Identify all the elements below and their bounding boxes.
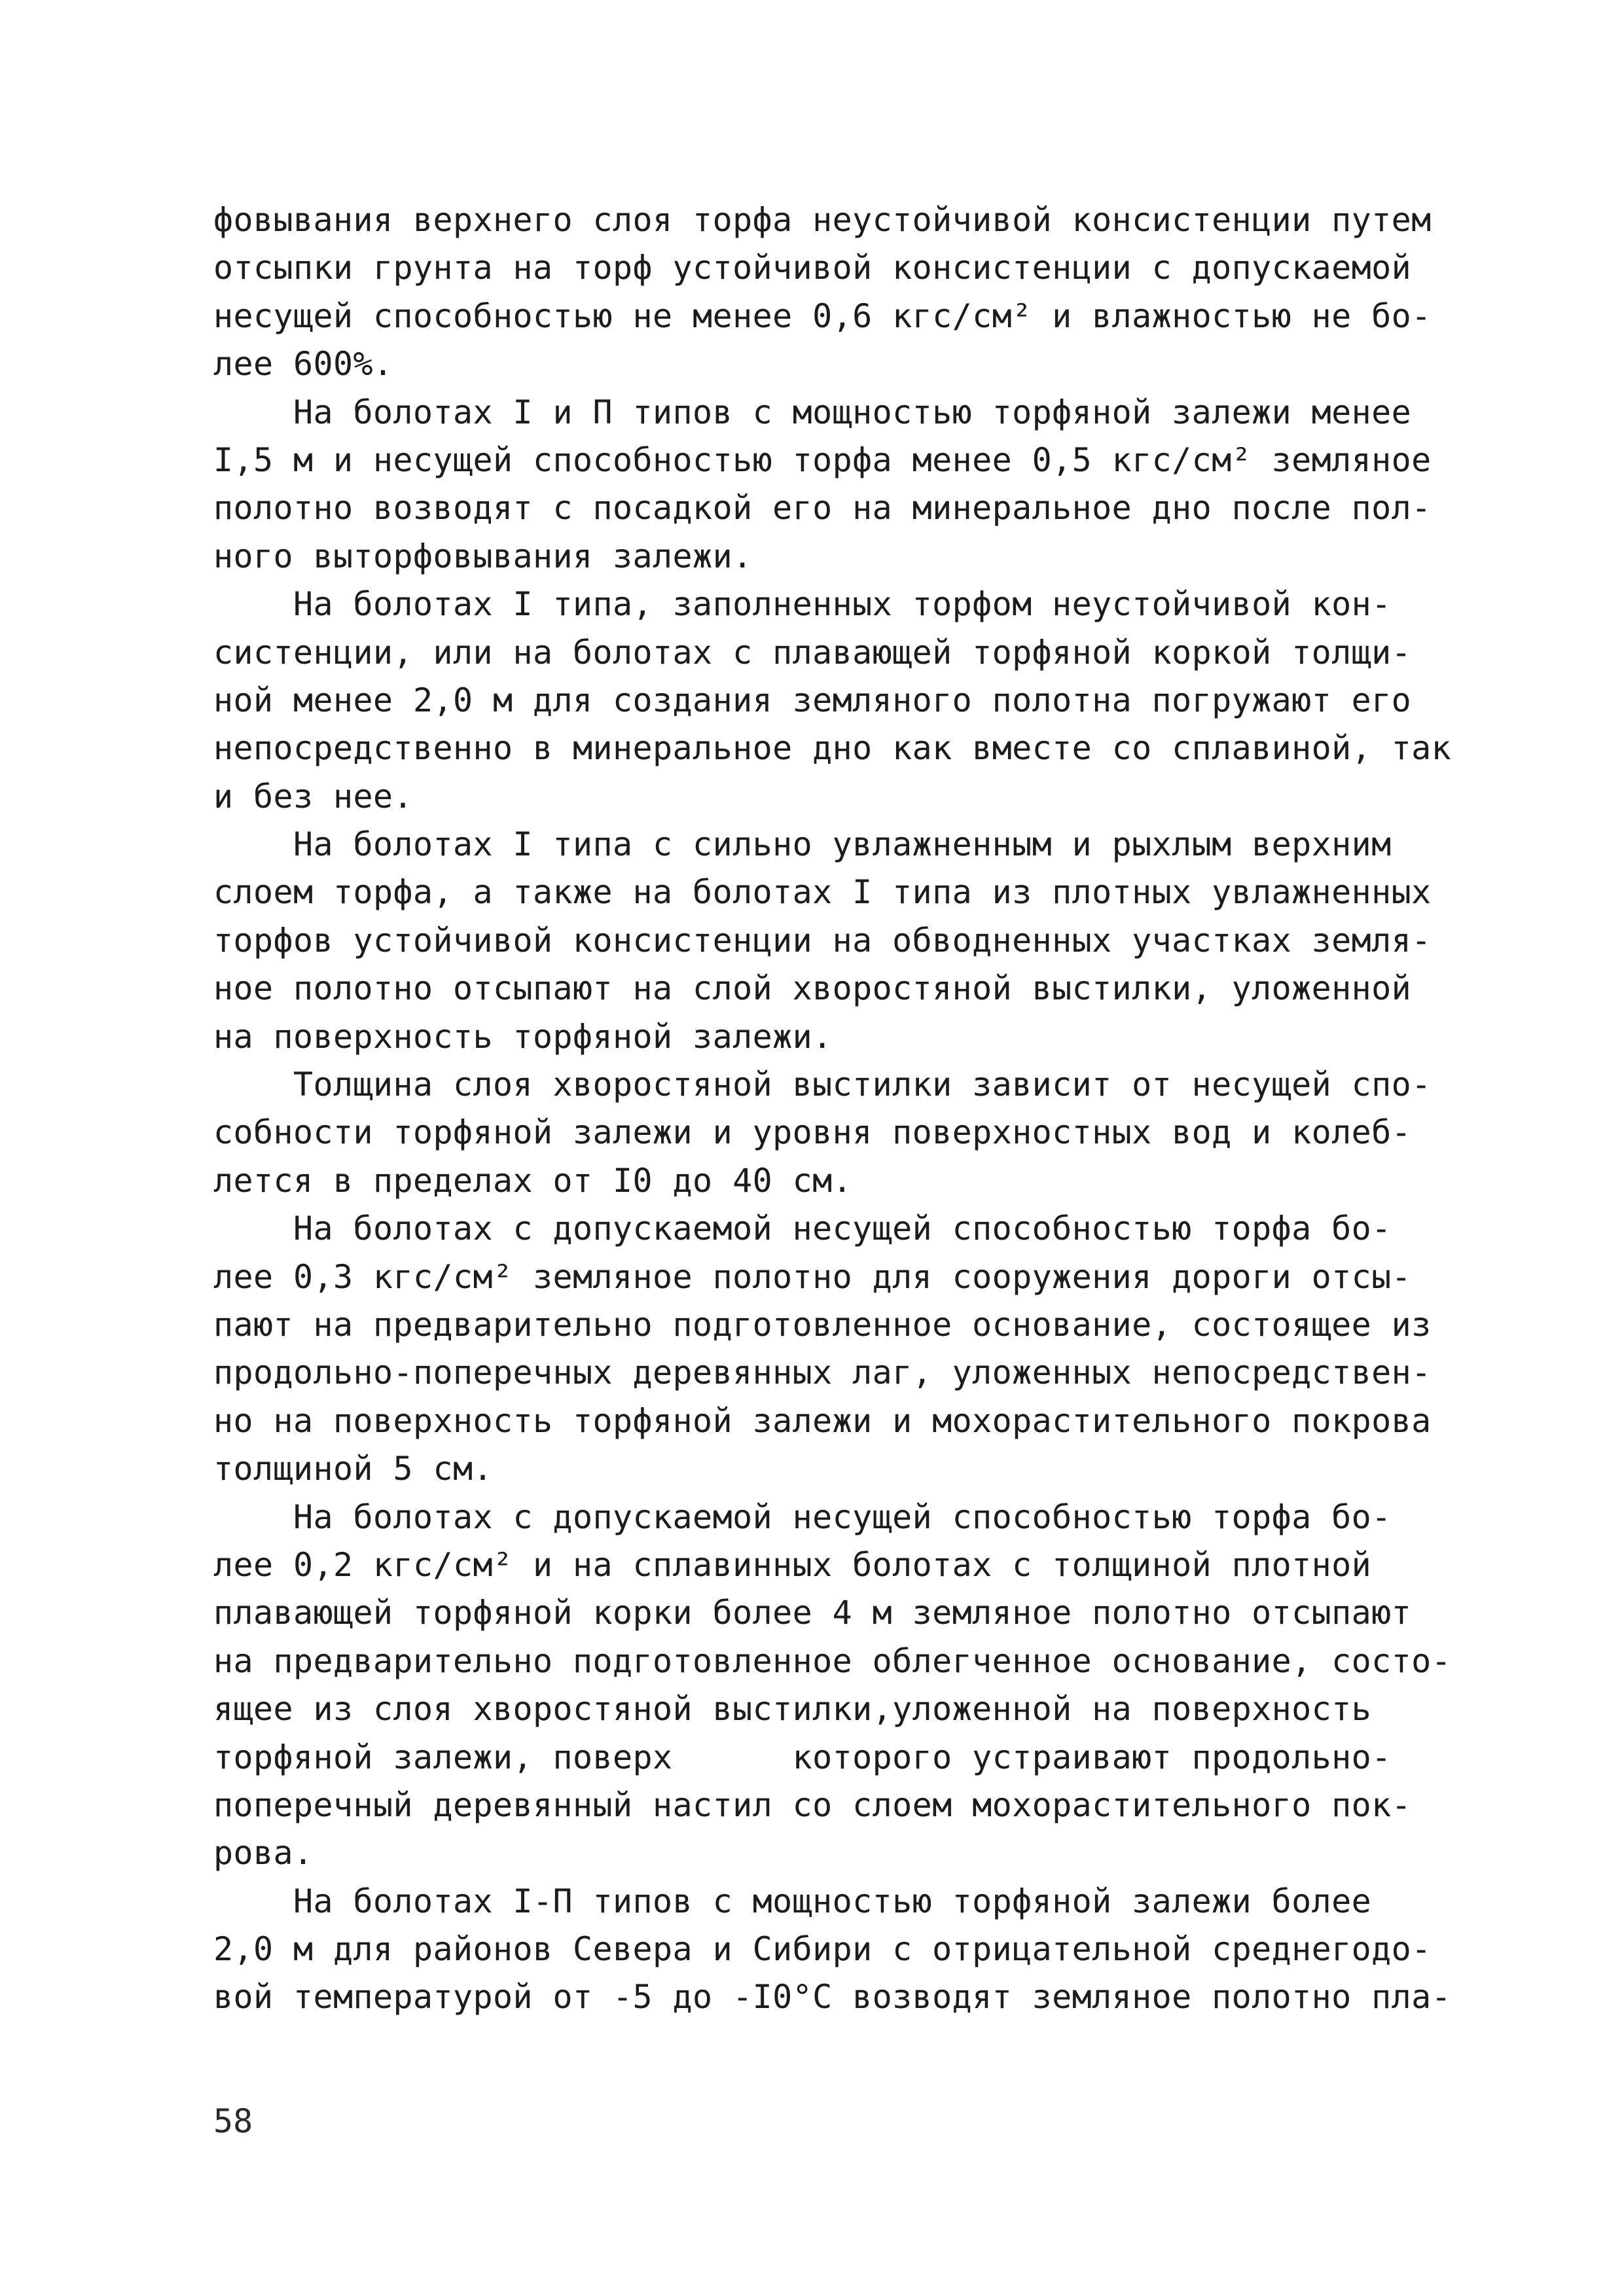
text-line: но на поверхность торфяной залежи и мохорастительного покрова <box>213 1401 1432 1440</box>
text-line: вой температурой от -5 до -I0°С возводят земляное полотно пла- <box>213 1978 1452 2017</box>
text-line: поперечный деревянный настил со слоем мохорастительного пок- <box>213 1785 1412 1824</box>
text-line: фовывания верхнего слоя торфа неустойчивой консистенции путем <box>213 201 1432 239</box>
text-line: рова. <box>213 1834 314 1873</box>
text-line: лее 0,3 кгс/см² земляное полотно для сооружения дороги отсы- <box>213 1257 1412 1296</box>
text-line: лется в пределах от I0 до 40 см. <box>213 1161 853 1200</box>
text-line: торфяной залежи, поверх которого устраивают продольно- <box>213 1738 1392 1776</box>
text-line: несущей способностью не менее 0,6 кгс/см² и влажностью не бо- <box>213 296 1432 335</box>
text-line: слоем торфа, а также на болотах I типа из плотных увлажненных <box>213 873 1432 912</box>
text-line: непосредственно в минеральное дно как вместе со сплавиной, так <box>213 729 1452 768</box>
text-line: На болотах I типа с сильно увлажненным и рыхлым верхним <box>213 825 1392 864</box>
text-line: на предварительно подготовленное облегченное основание, состо- <box>213 1641 1452 1680</box>
text-line: Толщина слоя хворостяной выстилки зависит от несущей спо- <box>213 1066 1432 1104</box>
text-line: плавающей торфяной корки более 4 м земляное полотно отсыпают <box>213 1594 1412 1632</box>
text-line: продольно-поперечных деревянных лаг, уложенных непосредствен- <box>213 1354 1432 1392</box>
text-line: ного выторфовывания залежи. <box>213 537 753 575</box>
page-number: 58 <box>213 2102 253 2140</box>
text-line: На болотах с допускаемой несущей способностью торфа бо- <box>213 1498 1392 1536</box>
body-text <box>213 196 1452 2022</box>
text-line: пают на предварительно подготовленное основание, состоящее из <box>213 1305 1432 1344</box>
text-line: На болотах I и П типов с мощностью торфяной залежи менее <box>213 393 1412 431</box>
text-line: отсыпки грунта на торф устойчивой консистенции с допускаемой <box>213 249 1412 287</box>
text-line: полотно возводят с посадкой его на минеральное дно после пол- <box>213 489 1432 528</box>
text-line: собности торфяной залежи и уровня поверхностных вод и колеб- <box>213 1113 1412 1152</box>
text-line: ной менее 2,0 м для создания земляного полотна погружают его <box>213 681 1412 719</box>
text-line: систенции, или на болотах с плавающей торфяной коркой толщи- <box>213 633 1412 672</box>
text-line: лее 600%. <box>213 345 393 384</box>
text-line: толщиной 5 см. <box>213 1450 494 1488</box>
text-line: На болотах I типа, заполненных торфом неустойчивой кон- <box>213 585 1392 624</box>
text-line: I,5 м и несущей способностью торфа менее 0,5 кгс/см² земляное <box>213 440 1432 479</box>
text-line: торфов устойчивой консистенции на обводненных участках земля- <box>213 921 1432 960</box>
text-line: лее 0,2 кгс/см² и на сплавинных болотах с толщиной плотной <box>213 1545 1372 1584</box>
text-line: и без нее. <box>213 777 414 816</box>
text-line: ное полотно отсыпают на слой хворостяной выстилки, уложенной <box>213 969 1412 1008</box>
text-line: на поверхность торфяной залежи. <box>213 1017 833 1056</box>
text-line: На болотах I-П типов с мощностью торфяной залежи более <box>213 1882 1372 1920</box>
text-line: 2,0 м для районов Севера и Сибири с отрицательной среднегодо- <box>213 1930 1432 1969</box>
text-line: На болотах с допускаемой несущей способностью торфа бо- <box>213 1210 1392 1248</box>
text-line: ящее из слоя хворостяной выстилки,уложенной на поверхность <box>213 1690 1372 1729</box>
